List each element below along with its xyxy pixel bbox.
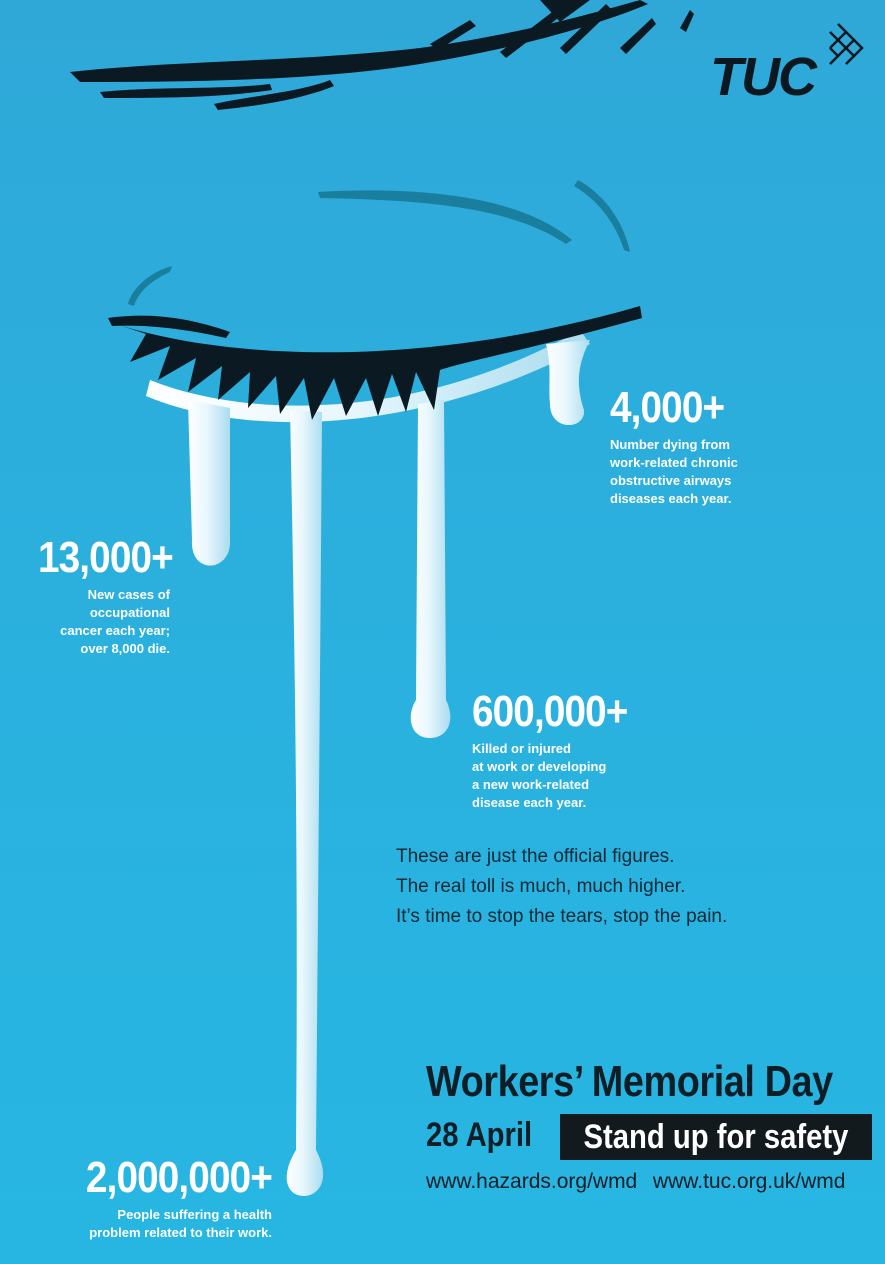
stat-value: 13,000+ (38, 533, 173, 582)
stat-description: New cases of occupational cancer each year; over 8,000 die. (60, 587, 170, 656)
event-title: Workers’ Memorial Day (426, 1057, 833, 1106)
tuc-chevrons-icon (818, 18, 874, 74)
tagline (396, 842, 727, 932)
stat-value: 2,000,000+ (85, 1153, 272, 1202)
stat-description: People suffering a health problem related to their work. (89, 1207, 272, 1240)
tagline-line: The real toll is much, much higher. (396, 876, 686, 897)
slogan-banner (560, 1114, 872, 1160)
slogan-text: Stand up for safety (583, 1118, 849, 1156)
event-date: 28 April (426, 1116, 533, 1154)
stat-value: 4,000+ (610, 383, 725, 432)
stat-value: 600,000+ (472, 687, 628, 736)
tagline-line: It’s time to stop the tears, stop the pain. (396, 906, 728, 927)
stat-occupational-cancer (20, 533, 173, 658)
tuc-logo: TUC (710, 47, 815, 107)
eyelid-crease (128, 180, 630, 306)
stat-description: Number dying from work-related chronic obstructive airways diseases each year. (610, 437, 738, 506)
event-urls: www.hazards.org/wmd www.tuc.org.uk/wmd (426, 1170, 846, 1193)
stat-killed-or-injured (472, 687, 649, 812)
stat-airways-deaths (610, 383, 740, 508)
stat-description: Killed or injured at work or developing a new work-related disease each year. (472, 741, 607, 810)
brow-strokes (70, 0, 694, 110)
tagline-line: These are just the official figures. (396, 846, 675, 867)
stat-health-problems (60, 1153, 272, 1242)
